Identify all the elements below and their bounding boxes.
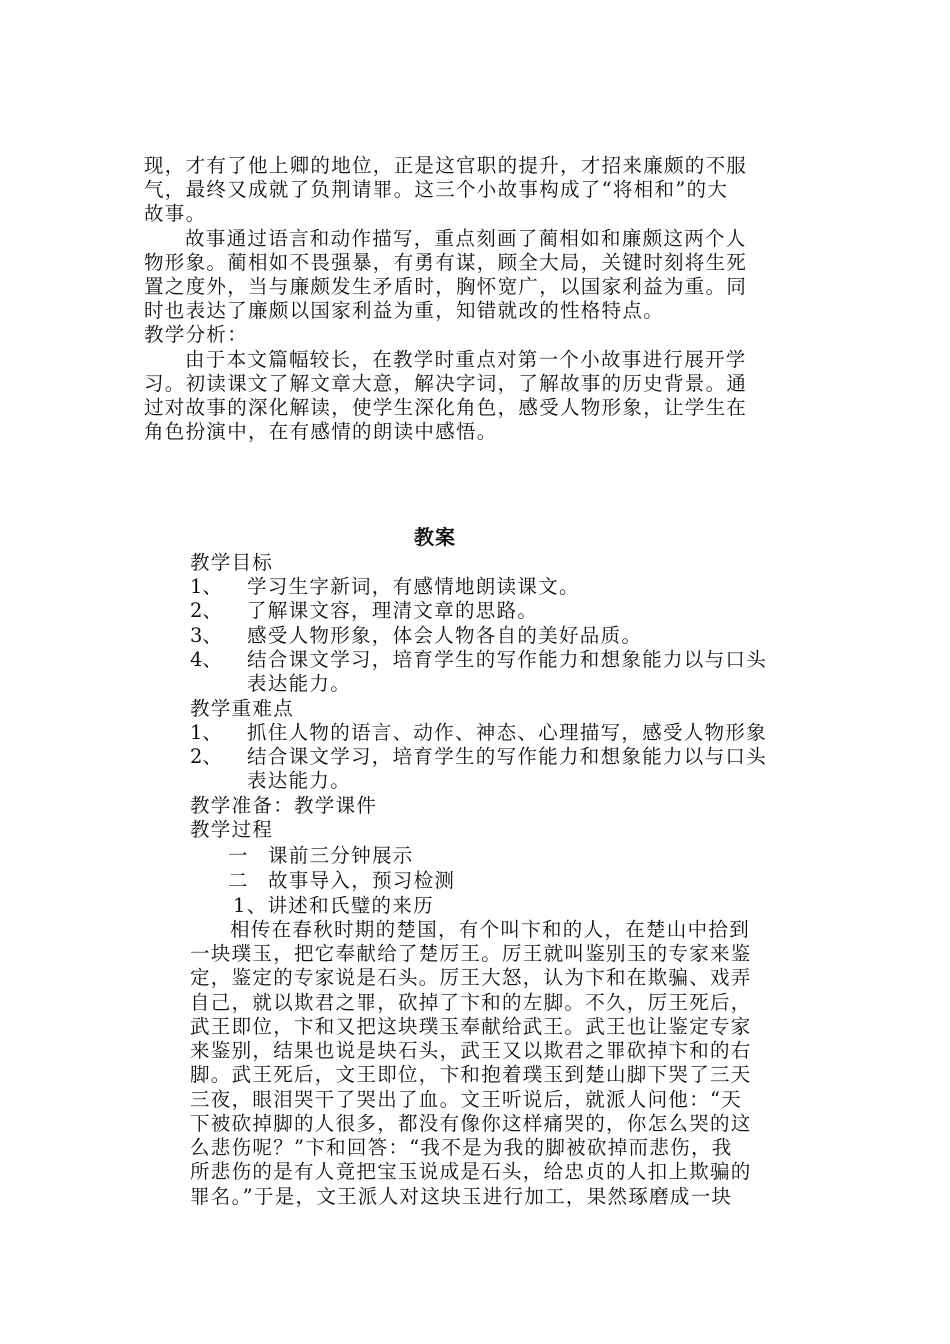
goal-text: 结合课文学习，培育学生的写作能力和想象能力以与口头: [247, 648, 768, 671]
goal-text: 学习生字新词，有感情地朗读课文。: [247, 575, 580, 598]
intro-line: 现，才有了他上卿的地位，正是这官职的提升，才招来廉颇的不服: [144, 154, 748, 177]
goal-number: 4、: [190, 648, 222, 671]
story-line: 一块璞玉，把它奉献给了楚厉王。厉王就叫鉴别玉的专家来鉴: [190, 942, 752, 965]
intro-line: 过对故事的深化解读，使学生深化角色，感受人物形象，让学生在: [144, 396, 748, 419]
story-line: 所悲伤的是有人竟把宝玉说成是石头，给忠贞的人扣上欺骗的: [190, 1160, 752, 1183]
story-line: 三夜，眼泪哭干了哭出了血。文王听说后，就派人问他：“天: [190, 1088, 743, 1111]
intro-line: 气，最终又成就了负荆请罪。这三个小故事构成了“将相和”的大: [144, 178, 729, 201]
goal-text: 了解课文容，理清文章的思路。: [247, 599, 539, 622]
keypoints-heading: 教学重难点: [190, 697, 295, 720]
story-line: 定，鉴定的专家说是石头。厉王大怒，认为卞和在欺骗、戏弄: [190, 966, 752, 989]
process-heading: 教学过程: [190, 818, 274, 841]
story-line: 武王即位，卞和又把这块璞玉奉献给武王。武王也让鉴定专家: [190, 1015, 752, 1038]
goal-number: 3、: [190, 624, 222, 647]
goal-text: 感受人物形象，体会人物各自的美好品质。: [247, 624, 643, 647]
keypoint-number: 1、: [190, 721, 222, 744]
story-line: 脚。武王死后，文王即位，卞和抱着璞玉到楚山脚下哭了三天: [190, 1063, 752, 1086]
section-heading: 教学分析：: [144, 323, 249, 346]
intro-line: 置之度外，当与廉颇发生矛盾时，胸怀宽广，以国家利益为重。同: [144, 275, 748, 298]
step-number: 一: [228, 844, 248, 867]
story-line: 罪名。”于是，文王派人对这块玉进行加工，果然琢磨成一块: [190, 1185, 733, 1208]
story-line: 下被砍掉脚的人很多，都没有像你这样痛哭的，你怎么哭的这: [190, 1112, 752, 1135]
intro-line: 习。初读课文了解文章大意，解决字词，了解故事的历史背景。通: [144, 372, 748, 395]
intro-line: 物形象。蔺相如不畏强暴，有勇有谋，顾全大局，关键时刻将生死: [144, 251, 748, 274]
step-text: 故事导入，预习检测: [268, 869, 456, 892]
goal-text-continued: 表达能力。: [247, 672, 352, 695]
prep-line: 教学准备：教学课件: [190, 794, 378, 817]
keypoint-text: 抓住人物的语言、动作、神态、心理描写，感受人物形象: [247, 721, 768, 744]
keypoint-number: 2、: [190, 745, 222, 768]
step-text: 课前三分钟展示: [268, 844, 414, 867]
story-line: 么悲伤呢？”卞和回答：“我不是为我的脚被砍掉而悲伤，我: [190, 1136, 733, 1159]
intro-line: 时也表达了廉颇以国家利益为重，知错就改的性格特点。: [144, 299, 665, 322]
goal-number: 1、: [190, 575, 222, 598]
page-title: 教案: [414, 525, 456, 549]
intro-line: 故事通过语言和动作描写，重点刻画了蔺相如和廉颇这两个人: [185, 227, 747, 250]
story-line: 自己，就以欺君之罪，砍掉了卞和的左脚。不久，厉王死后，: [190, 991, 752, 1014]
sub-heading: 1、讲述和氏璧的来历: [233, 894, 434, 917]
keypoint-text-continued: 表达能力。: [247, 769, 352, 792]
goal-number: 2、: [190, 599, 222, 622]
story-line: 来鉴别，结果也说是块石头，武王又以欺君之罪砍掉卞和的右: [190, 1039, 752, 1062]
intro-line: 由于本文篇幅较长，在教学时重点对第一个小故事进行展开学: [185, 348, 747, 371]
step-number: 二: [228, 869, 248, 892]
story-line: 相传在春秋时期的楚国，有个叫卞和的人，在楚山中拾到: [230, 918, 751, 941]
keypoint-text: 结合课文学习，培育学生的写作能力和想象能力以与口头: [247, 745, 768, 768]
intro-line: 角色扮演中，在有感情的朗读中感悟。: [144, 420, 498, 443]
intro-line: 故事。: [144, 202, 207, 225]
goals-heading: 教学目标: [190, 551, 274, 574]
